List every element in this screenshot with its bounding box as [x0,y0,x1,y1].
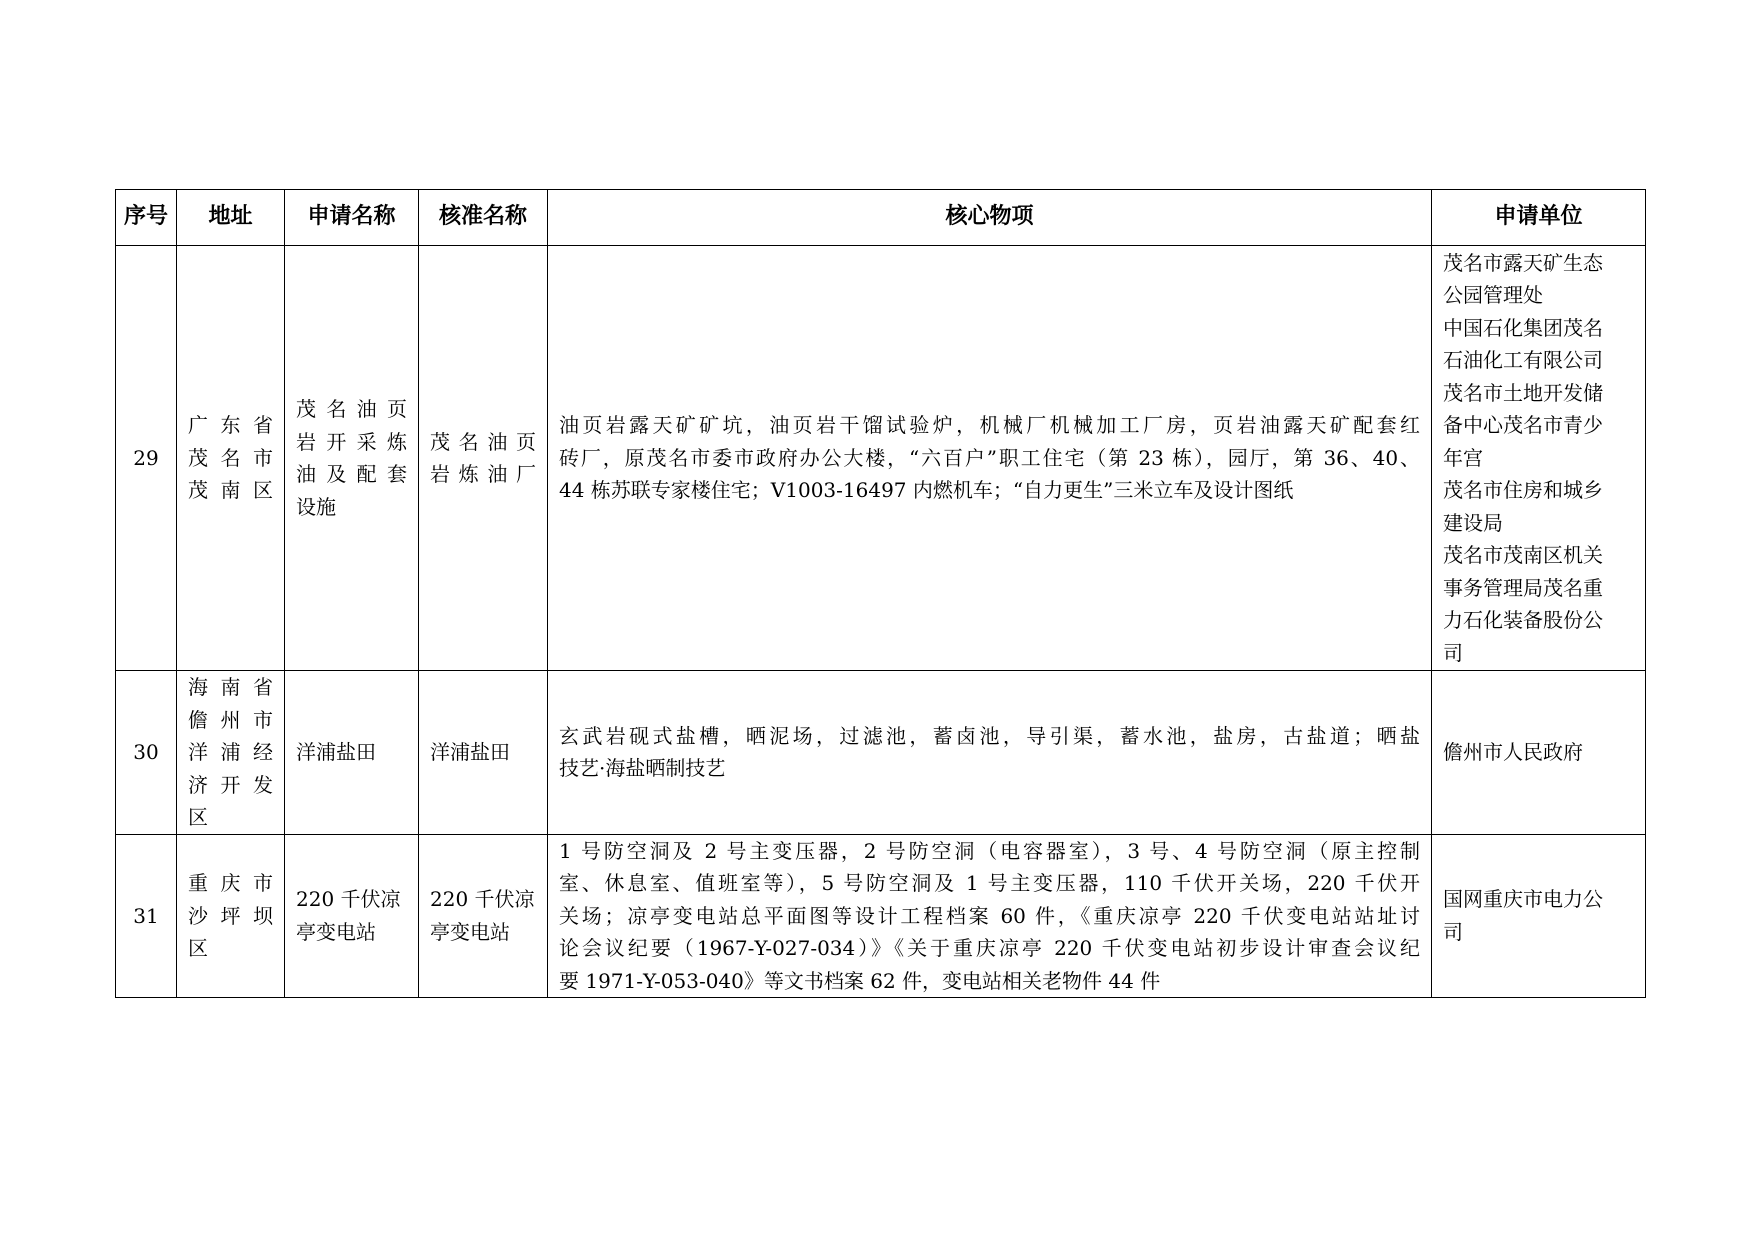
address-line: 济开发 [188,772,273,797]
address-line: 茂名市 [188,445,273,470]
approved-name-line: 茂名油页 [430,429,536,454]
applicant-line: 备中心茂名市青少 [1443,413,1603,438]
cell-applicant [1432,834,1646,998]
cell-no: 31 [116,834,177,998]
cell-applicant [1432,671,1646,835]
applicant-line: 公园管理处 [1443,283,1543,308]
address-line: 海南省 [188,675,273,699]
cell-no: 29 [116,246,177,671]
core-items-line: 1 号防空洞及 2 号主变压器，2 号防空洞（电容器室），3 号、4 号防空洞（原主控制 [559,838,1420,863]
applicant-line: 石油化工有限公司 [1443,348,1603,373]
applicant-line: 事务管理局茂名重 [1443,575,1603,600]
core-items-line: 关场；凉亭变电站总平面图等设计工程档案 60 件，《重庆凉亭 220 千伏变电站站址讨 [559,903,1420,928]
approved-name-line: 亭变电站 [430,919,510,944]
cell-core-items [548,671,1432,835]
cell-address [177,834,285,998]
address-line: 沙坪坝 [188,903,273,928]
core-items-line: 室、休息室、值班室等），5 号防空洞及 1 号主变压器，110 千伏开关场，220 千伏开 [559,871,1420,895]
table-body [116,246,1646,998]
applicant-line: 司 [1443,640,1463,665]
applicant-line: 建设局 [1443,510,1503,535]
core-items-line: 论会议纪要（1967-Y-027-034）》《关于重庆凉亭 220 千伏变电站初步设计审查会议纪 [559,936,1420,960]
table-row [116,246,1646,671]
applicant-line: 茂名市住房和城乡 [1443,478,1603,503]
applicant-line: 茂名市露天矿生态 [1443,250,1603,275]
applied-name-line: 亭变电站 [296,919,376,944]
table-row [116,671,1646,835]
address-line: 区 [188,805,208,829]
approved-name-line: 岩炼油厂 [430,462,536,486]
cell-applied-name [285,246,419,671]
header-approved-name: 核准名称 [419,190,548,246]
applied-name-line: 设施 [296,494,336,519]
header-core-items: 核心物项 [548,190,1432,246]
applicant-line: 儋州市人民政府 [1443,740,1583,764]
cell-core-items [548,246,1432,671]
applicant-line: 茂名市茂南区机关 [1443,543,1603,568]
heritage-table [115,189,1646,998]
applied-name-line: 茂名油页 [296,397,407,421]
applicant-line: 茂名市土地开发储 [1443,380,1603,405]
cell-approved-name [419,834,548,998]
address-line: 洋浦经 [188,740,273,764]
applicant-line: 年宫 [1443,445,1483,470]
address-line: 重庆市 [188,871,273,895]
core-items-line: 技艺·海盐晒制技艺 [559,756,726,781]
table-row [116,834,1646,998]
applicant-line: 中国石化集团茂名 [1443,315,1603,340]
cell-core-items [548,834,1432,998]
core-items-line: 玄武岩砚式盐槽，晒泥场，过滤池，蓄卤池，导引渠，蓄水池，盐房，古盐道；晒盐 [559,723,1420,748]
header-applicant: 申请单位 [1432,190,1646,246]
address-line: 区 [188,936,208,960]
applied-name-line: 油及配套 [296,462,407,486]
cell-address [177,246,285,671]
core-items-line: 油页岩露天矿矿坑，油页岩干馏试验炉，机械厂机械加工厂房，页岩油露天矿配套红 [559,413,1420,438]
cell-applied-name [285,834,419,998]
header-address: 地址 [177,190,285,246]
applicant-line: 力石化装备股份公 [1443,608,1603,633]
core-items-line: 44 栋苏联专家楼住宅；V1003-16497 内燃机车；“自力更生”三米立车及设计图纸 [559,478,1294,503]
core-items-line: 要 1971-Y-053-040》等文书档案 62 件，变电站相关老物件 44 件 [559,968,1161,993]
cell-applicant [1432,246,1646,671]
applicant-line: 国网重庆市电力公 [1443,887,1603,912]
header-no: 序号 [116,190,177,246]
approved-name-line: 220 千伏凉 [430,887,535,912]
cell-approved-name [419,671,548,835]
approved-name-line: 洋浦盐田 [430,740,510,764]
cell-applied-name [285,671,419,835]
applied-name-line: 岩开采炼 [296,429,407,454]
cell-address [177,671,285,835]
core-items-line: 砖厂，原茂名市委市政府办公大楼，“六百户”职工住宅（第 23 栋），园厅，第 36、40、 [559,445,1420,470]
applied-name-line: 洋浦盐田 [296,740,376,764]
table-header-row [116,190,1646,246]
address-line: 广东省 [188,413,273,438]
cell-no: 30 [116,671,177,835]
cell-approved-name [419,246,548,671]
header-applied-name: 申请名称 [285,190,419,246]
address-line: 茂南区 [188,478,273,503]
applied-name-line: 220 千伏凉 [296,887,401,912]
applicant-line: 司 [1443,919,1463,944]
address-line: 儋州市 [188,707,273,732]
